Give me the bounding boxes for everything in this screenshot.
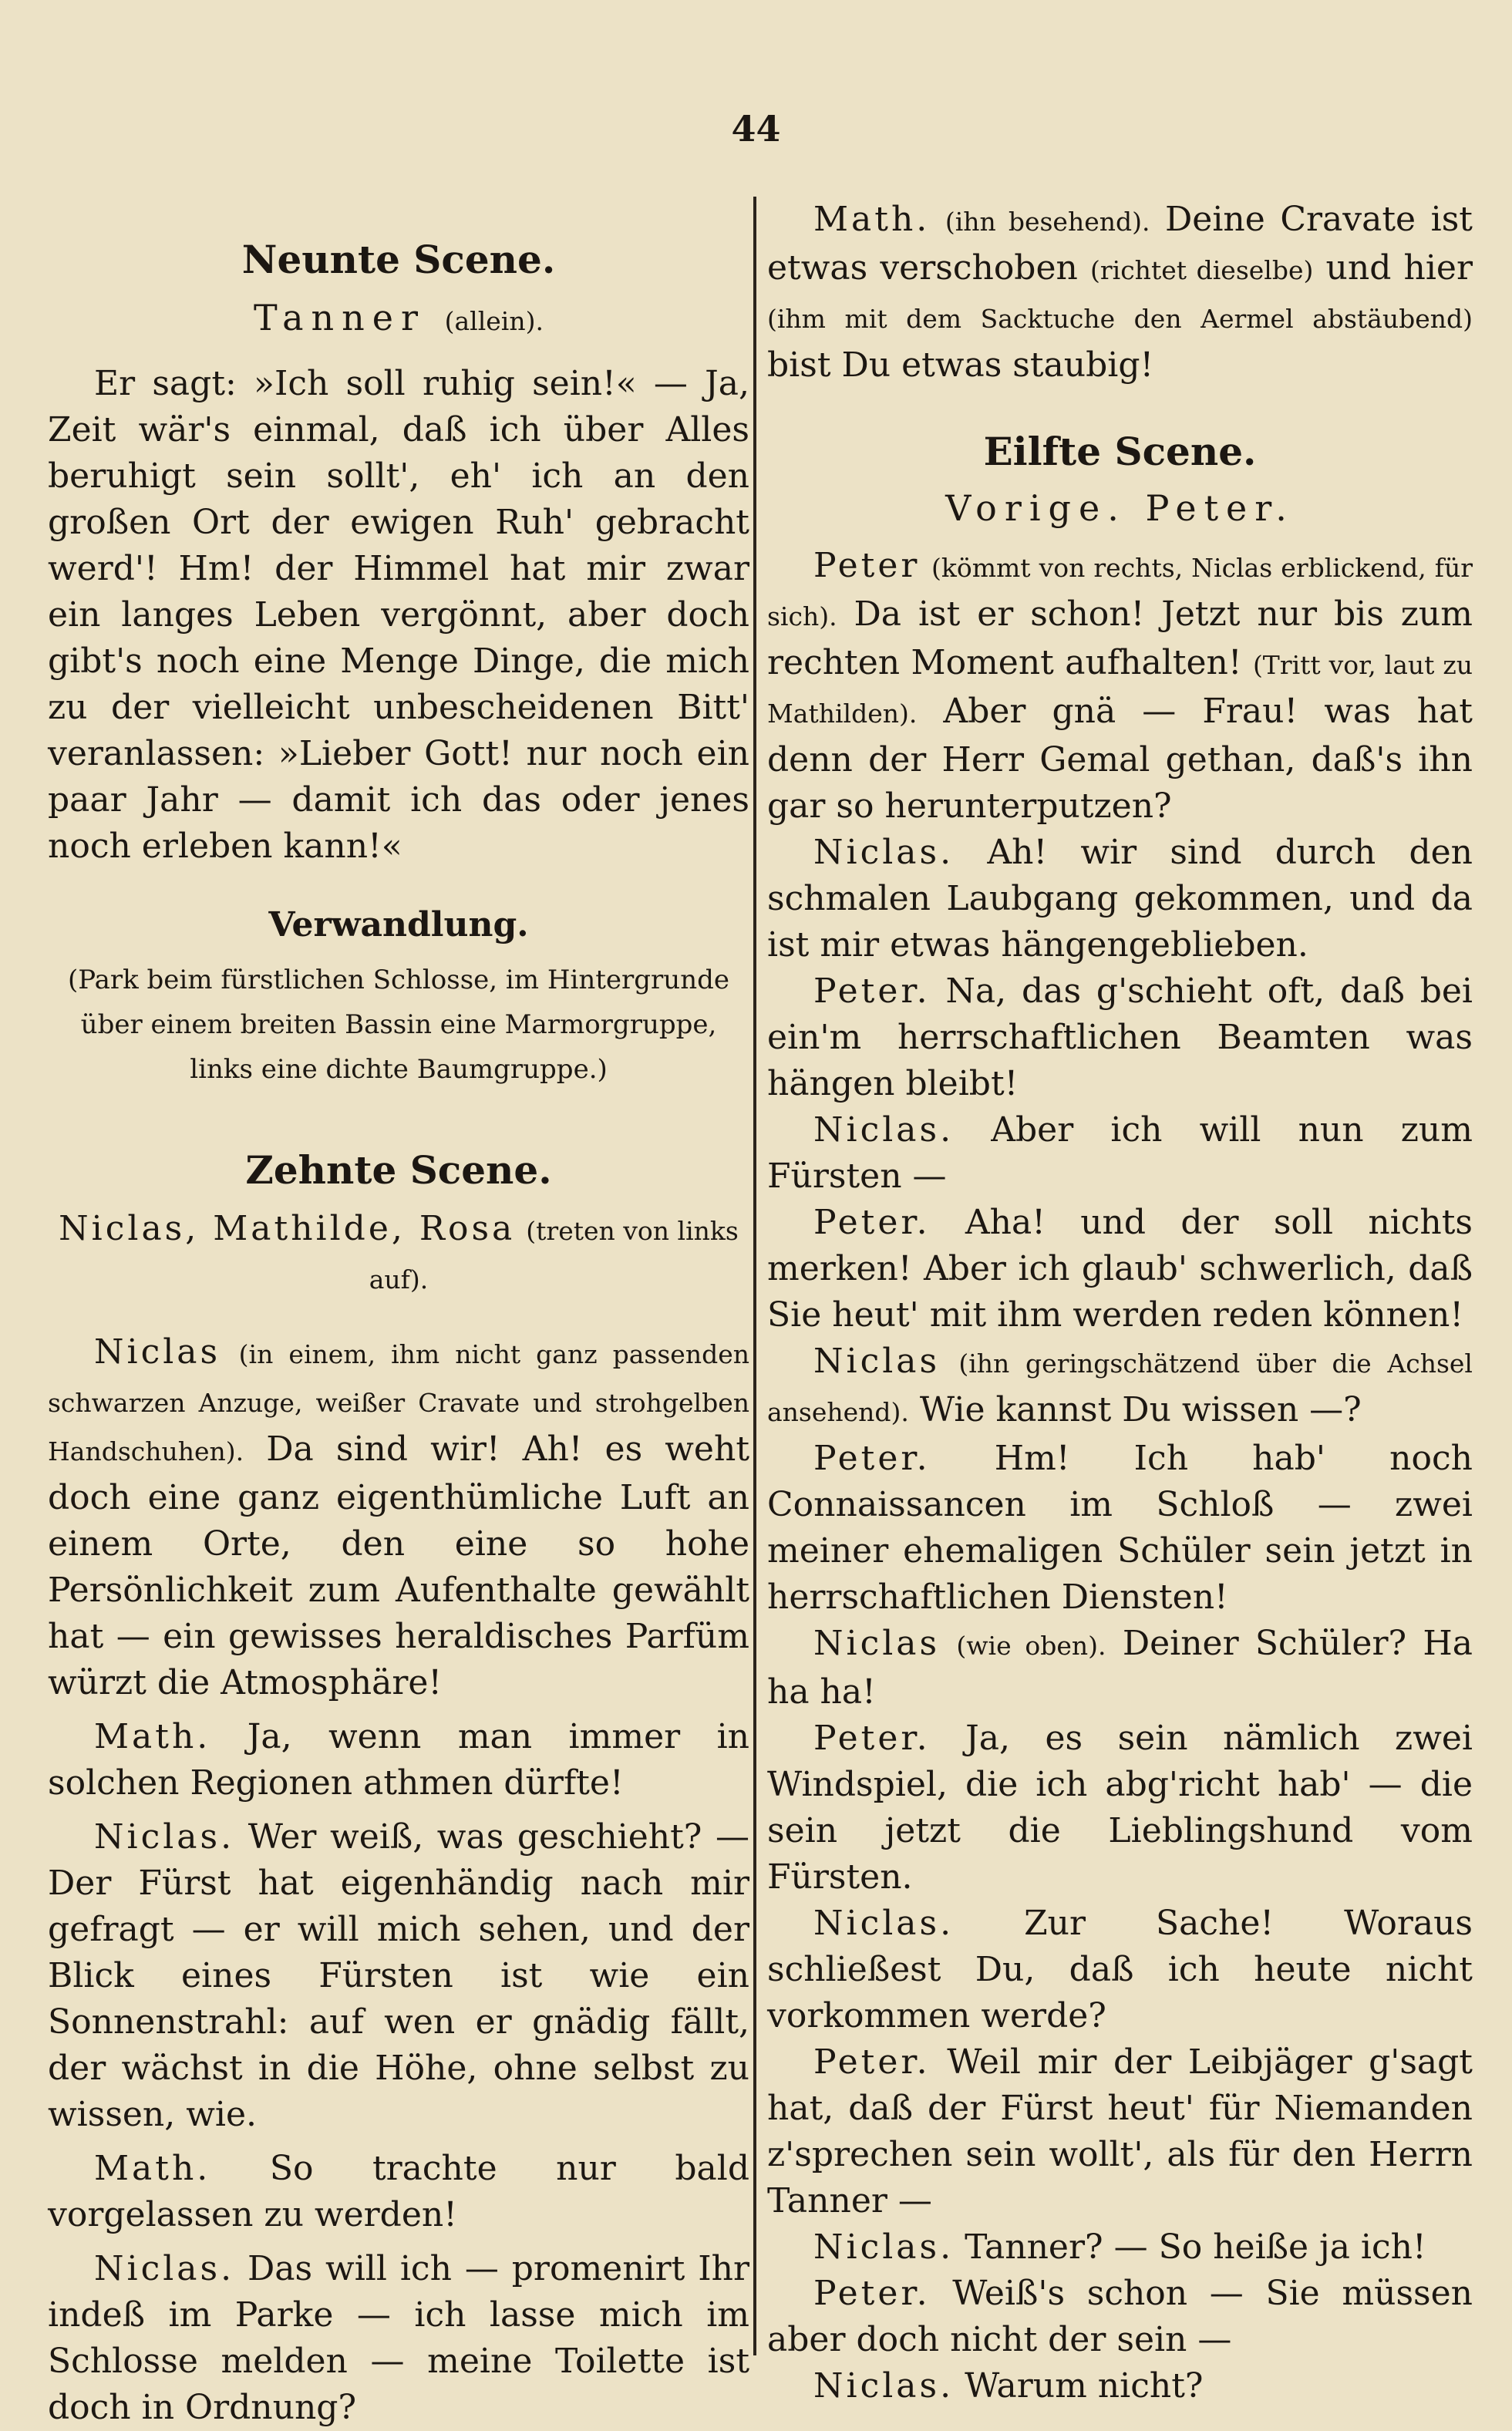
dialogue-line (48, 1814, 749, 2138)
scene-heading: Neunte Scene. (241, 237, 556, 282)
speaker-name: Niclas. (813, 2366, 955, 2406)
speaker-name: Niclas. (813, 1110, 955, 1150)
speaker-name: Math. (813, 200, 931, 239)
left-column (48, 197, 749, 2431)
dialogue-text: So trachte nur bald vorgelassen zu werden! (48, 2149, 749, 2234)
dialogue-line (48, 2146, 749, 2238)
character-names: Niclas, Mathilde, Rosa (59, 1209, 516, 1248)
dialogue-line (767, 1107, 1473, 1200)
stage-direction: (ihn besehend). (945, 207, 1150, 237)
speaker-name: Peter. (813, 2274, 931, 2313)
monologue: Er sagt: »Ich soll ruhig sein!« — Ja, Zeit wär's einmal, daß ich über Alles beruhigt sein sollt', eh' ich an den großen Ort der ewigen Ruh' gebracht werd'! Hm! der Himmel hat mir zwar ein langes Leben vergönnt, aber doch gibt's noch eine Menge Dinge, die mich zu der vielleicht unbescheidenen Bitt' veranlassen: »Lieber Gott! nur noch ein paar Jahr — damit ich das oder jenes noch erleben kann!« (48, 364, 749, 866)
dialogue-text: Zur Sache! Woraus schließest Du, daß ich heute nicht vorkommen werde? (767, 1904, 1473, 2035)
dialogue-line (767, 543, 1473, 830)
stage-direction: (kömmt von rechts, Niclas erblickend, für sich). (767, 553, 1473, 631)
dialogue-line (767, 1901, 1473, 2039)
scene-heading: Zehnte Scene. (245, 1147, 552, 1193)
speaker-name: Peter. (813, 1203, 931, 1242)
dialogue-text: Ja, es sein nämlich zwei Windspiel, die ich abg'richt hab' — die sein jetzt die Lieblingshund vom Fürsten. (767, 1719, 1473, 1897)
stage-direction: (ihn geringschätzend über die Achsel ansehend). (767, 1348, 1473, 1427)
character-name: Tanner (254, 297, 426, 338)
dialogue-line (767, 2224, 1473, 2271)
transformation-heading: Verwandlung. (268, 905, 529, 944)
scene-heading: Eilfte Scene. (983, 429, 1257, 474)
dialogue-text: Weiß's schon — Sie müssen aber doch nicht der sein — (767, 2274, 1473, 2359)
speaker-name: Math. (94, 2149, 211, 2188)
stage-direction: (richtet dieselbe) (1090, 255, 1314, 285)
dialogue-text: und hier (1325, 248, 1473, 288)
dialogue-text: Da ist er schon! Jetzt nur bis zum rechten Moment aufhalten! (767, 594, 1473, 682)
dialogue-text: Warum nicht? (965, 2366, 1204, 2406)
speaker-name: Peter. (813, 2042, 931, 2082)
dialogue-line (48, 1714, 749, 1806)
dialogue-line (767, 1200, 1473, 1338)
dialogue-line (767, 197, 1473, 389)
stage-direction: (allein). (444, 306, 544, 336)
speaker-name: Math. (94, 1717, 211, 1756)
page-number: 44 (731, 108, 781, 150)
dialogue-line (767, 2363, 1473, 2409)
dialogue-text: Aber gnä — Frau! was hat denn der Herr Gemal gethan, daß's ihn gar so herunterputzen? (767, 692, 1473, 826)
speaker-name: Peter. (813, 1719, 931, 1758)
dialogue-text: Weil mir der Leibjäger g'sagt hat, daß der Fürst heut' für Niemanden z'sprechen sein wollt', als für den Herrn Tanner — (767, 2042, 1473, 2221)
dialogue-text: Na, das g'schieht oft, daß bei ein'm herrschaftlichen Beamten was hängen bleibt! (767, 971, 1473, 1103)
dialogue-text: Hm! Ich hab' noch Connaissancen im Schloß — zwei meiner ehemaligen Schüler sein jetzt in herrschaftlichen Diensten! (767, 1439, 1473, 1617)
dialogue-line (767, 2271, 1473, 2363)
dialogue-line (767, 2039, 1473, 2224)
speaker-name: Niclas (94, 1332, 221, 1372)
speaker-name: Niclas. (813, 1904, 955, 1943)
dialogue-text: Deine Cravate ist etwas verschoben (767, 200, 1473, 288)
stage-direction: (Tritt vor, laut zu Mathilden). (767, 650, 1473, 729)
character-list (48, 294, 749, 345)
dialogue-text: Das will ich — promenirt Ihr indeß im Parke — ich lasse mich im Schlosse melden — meine Toilette ist doch in Ordnung? (48, 2249, 749, 2427)
speaker-name: Niclas. (813, 2227, 955, 2267)
dialogue-line (767, 830, 1473, 968)
stage-direction: (ihm mit dem Sacktuche den Aermel abstäubend) (767, 304, 1473, 334)
dialogue-line (767, 1621, 1473, 1716)
dialogue-line (767, 968, 1473, 1107)
speaker-name: Niclas (813, 1342, 941, 1381)
dialogue-text: Da sind wir! Ah! es weht doch eine ganz eigenthümliche Luft an einem Orte, den eine so hohe Persönlichkeit zum Aufenthalte gewählt hat — ein gewisses heraldisches Parfüm würzt die Atmosphäre! (48, 1429, 749, 1702)
speaker-name: Niclas. (813, 833, 955, 872)
speaker-name: Peter. (813, 971, 931, 1011)
dialogue-line (767, 1338, 1473, 1436)
dialogue-line (48, 1329, 749, 1706)
stage-direction: (in einem, ihm nicht ganz passenden schwarzen Anzuge, weißer Cravate und strohgelben Handschuhen). (48, 1339, 749, 1466)
dialogue-text: Aber ich will nun zum Fürsten — (767, 1110, 1473, 1196)
right-column (767, 197, 1473, 2409)
dialogue-text: Ja, wenn man immer in solchen Regionen athmen dürfte! (48, 1717, 749, 1803)
dialogue-text: Ah! wir sind durch den schmalen Laubgang gekommen, und da ist mir etwas hängengeblieben. (767, 833, 1473, 965)
dialogue-text: bist Du etwas staubig! (767, 345, 1154, 385)
dialogue-text: Aha! und der soll nichts merken! Aber ich glaub' schwerlich, daß Sie heut' mit ihm werden reden können! (767, 1203, 1473, 1335)
dialogue-line (767, 1436, 1473, 1621)
speaker-name: Peter. (813, 1439, 931, 1478)
column-divider (753, 197, 756, 2355)
character-list: Vorige. Peter. (945, 487, 1295, 529)
speaker-name: Niclas. (94, 1817, 235, 1857)
stage-direction: (wie oben). (956, 1631, 1106, 1661)
character-list (48, 1206, 749, 1303)
dialogue-text: Wer weiß, was geschieht? — Der Fürst hat eigenhändig nach mir gefragt — er will mich sehen, und der Blick eines Fürsten ist wie ein Sonnenstrahl: auf wen er gnädig fällt, der wächst in die Höhe, ohne selbst zu wissen, wie. (48, 1817, 749, 2134)
speaker-name: Peter (813, 546, 921, 585)
speaker-name: Niclas (813, 1624, 941, 1663)
stage-direction: (treten von links auf). (369, 1216, 739, 1295)
dialogue-line (48, 2246, 749, 2431)
speaker-name: Niclas. (94, 2249, 235, 2288)
dialogue-line (767, 1716, 1473, 1901)
dialogue-text: Tanner? — So heiße ja ich! (965, 2227, 1426, 2267)
dialogue-text: Deiner Schüler? Ha ha ha! (767, 1624, 1473, 1712)
stage-direction-block: (Park beim fürstlichen Schlosse, im Hintergrunde über einem breiten Bassin eine Marmorgruppe, links eine dichte Baumgruppe.) (67, 965, 729, 1085)
dialogue-text: Wie kannst Du wissen —? (919, 1390, 1362, 1429)
